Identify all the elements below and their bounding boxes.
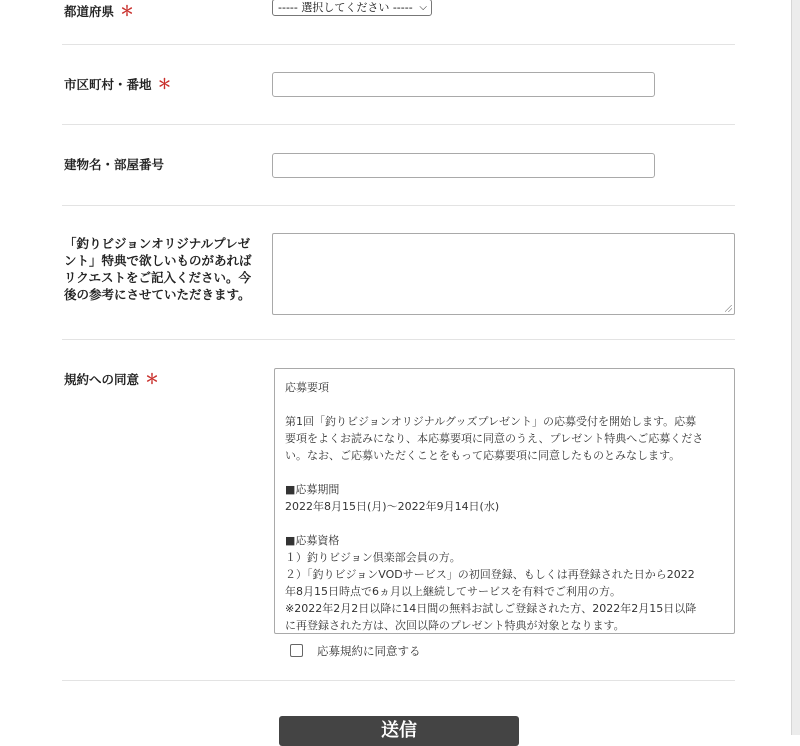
terms-line: ※2022年2月2日以降に14日間の無料お試しご登録された方、2022年2月15日以降 (285, 602, 697, 615)
terms-line: １）釣りビジョン倶楽部会員の方。 (285, 551, 461, 564)
terms-line: ■応募資格 (285, 534, 340, 547)
terms-line: ２）「釣りビジョンVODサービス」の初回登録、もしくは再登録された日から2022 (285, 568, 695, 581)
building-input[interactable] (272, 153, 655, 178)
prefecture-select[interactable] (272, 0, 432, 16)
prefecture-label: 都道府県 ＊ (64, 4, 135, 20)
terms-line: い。なお、ご応募いただくことをもって応募要項に同意したものとみなします。 (285, 449, 681, 462)
divider (62, 339, 735, 340)
agree-label: 応募規約に同意する (317, 644, 421, 658)
terms-line: 要項をよくお読みになり、本応募要項に同意のうえ、プレゼント特典へご応募くださ (285, 432, 704, 445)
request-textarea[interactable] (272, 233, 735, 315)
agree-row[interactable] (290, 643, 421, 659)
terms-textbox[interactable] (274, 368, 735, 634)
terms-line: ■応募期間 (285, 483, 340, 496)
terms-line: 年8月15日時点で6ヵ月以上継続してサービスを有料でご利用の方。 (285, 585, 621, 598)
terms-line: 2022年8月15日(月)〜2022年9月14日(水) (285, 500, 500, 513)
building-label: 建物名・部屋番号 (64, 157, 165, 172)
submit-button[interactable]: 送信 (279, 716, 519, 746)
window-edge (791, 0, 800, 735)
divider (62, 205, 735, 206)
terms-line: に再登録された方は、次回以降のプレゼント特典が対象となります。 (285, 619, 625, 632)
terms-line: 第1回「釣りビジョンオリジナルグッズプレゼント」の応募受付を開始します。応募 (285, 415, 697, 428)
resize-handle-icon[interactable] (725, 305, 732, 312)
required-mark: ＊ (145, 372, 160, 388)
city-label: 市区町村・番地 ＊ (64, 77, 172, 93)
required-mark: ＊ (157, 77, 172, 93)
divider (62, 680, 735, 681)
divider (62, 44, 735, 45)
terms-label: 規約への同意 ＊ (64, 372, 160, 388)
required-mark: ＊ (120, 4, 135, 20)
chevron-down-icon: ⌵ (419, 2, 427, 13)
request-label: 「釣りビジョンオリジナルプレゼ ント」特典で欲しいものがあれば リクエストをご記入ください。今 後の参考にさせていただきます。 (64, 236, 252, 302)
city-input[interactable] (272, 72, 655, 97)
terms-line: 応募要項 (285, 381, 329, 394)
prefecture-select-value: ----- 選択してください ----- (278, 1, 413, 14)
agree-checkbox[interactable] (290, 644, 303, 657)
divider (62, 124, 735, 125)
